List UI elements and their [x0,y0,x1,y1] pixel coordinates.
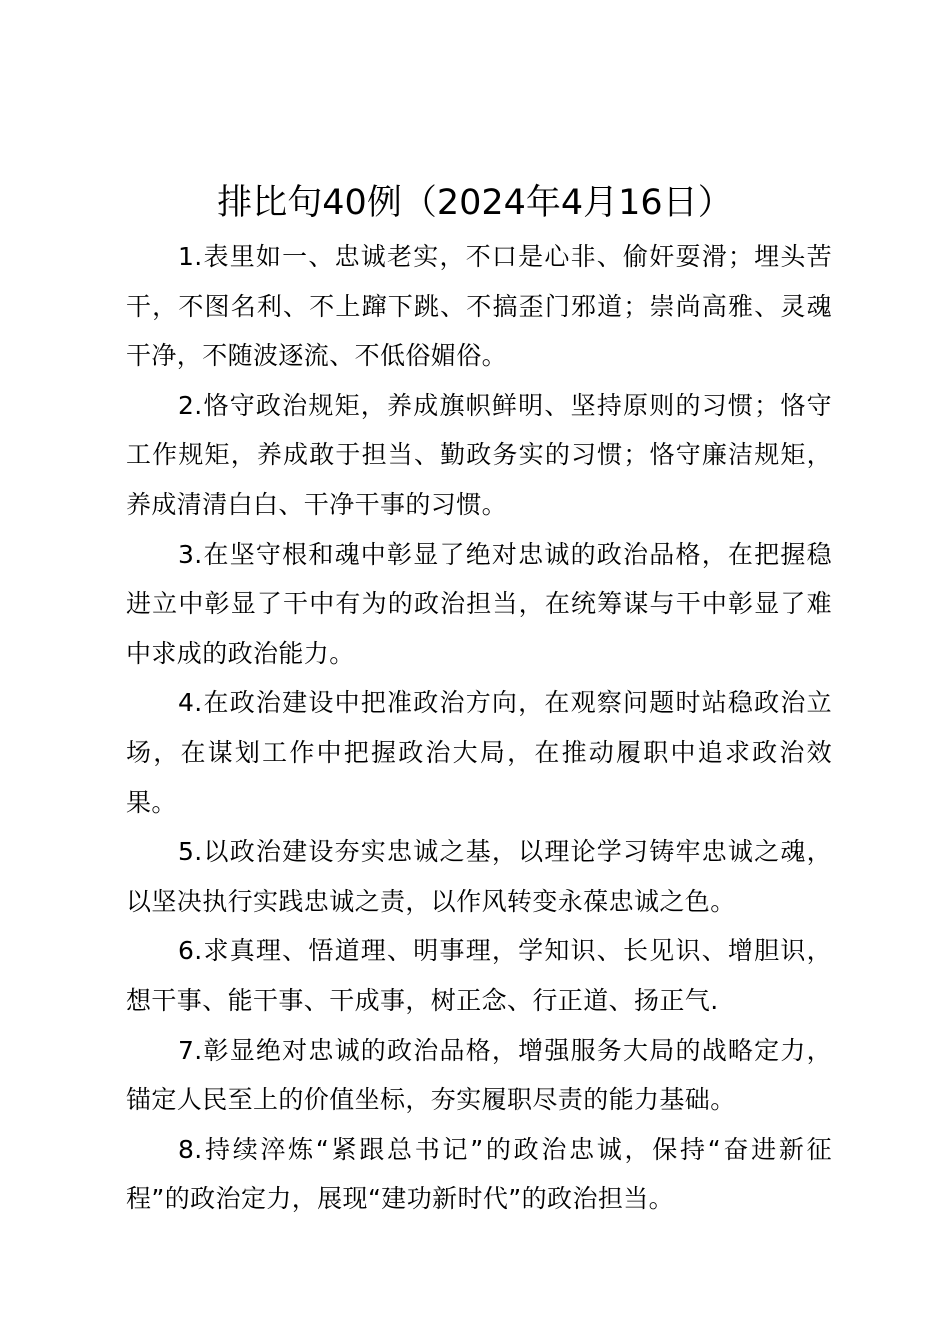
document-title: 排比句40例（2024年4月16日） [217,183,733,223]
document-body [126,232,832,1224]
paragraph-2: 2.恪守政治规矩，养成旗帜鲜明、坚持原则的习惯；恪守工作规矩，养成敢于担当、勤政务实的习惯；恪守廉洁规矩，养成清清白白、干净干事的习惯。 [126,390,832,519]
paragraph-8: 8.持续淬炼“紧跟总书记”的政治忠诚，保持“奋进新征程”的政治定力，展现“建功新时代”的政治担当。 [126,1134,832,1214]
paragraph-6: 6.求真理、悟道理、明事理，学知识、长见识、增胆识，想干事、能干事、干成事，树正念、行正道、扬正气. [126,936,832,1015]
paragraph-7: 7.彰显绝对忠诚的政治品格，增强服务大局的战略定力，锚定人民至上的价值坐标，夯实履职尽责的能力基础。 [126,1035,832,1115]
paragraph-3: 3.在坚守根和魂中彰显了绝对忠诚的政治品格，在把握稳进立中彰显了干中有为的政治担当，在统筹谋与干中彰显了难中求成的政治能力。 [126,539,832,668]
paragraph-1: 1.表里如一、忠诚老实，不口是心非、偷奸耍滑；埋头苦干，不图名利、不上蹿下跳、不搞歪门邪道；崇尚高雅、灵魂干净，不随波逐流、不低俗媚俗。 [126,242,832,371]
paragraph-5: 5.以政治建设夯实忠诚之基，以理论学习铸牢忠诚之魂，以坚决执行实践忠诚之责，以作风转变永葆忠诚之色。 [126,837,832,916]
paragraph-4: 4.在政治建设中把准政治方向，在观察问题时站稳政治立场，在谋划工作中把握政治大局，在推动履职中追求政治效果。 [126,688,832,817]
